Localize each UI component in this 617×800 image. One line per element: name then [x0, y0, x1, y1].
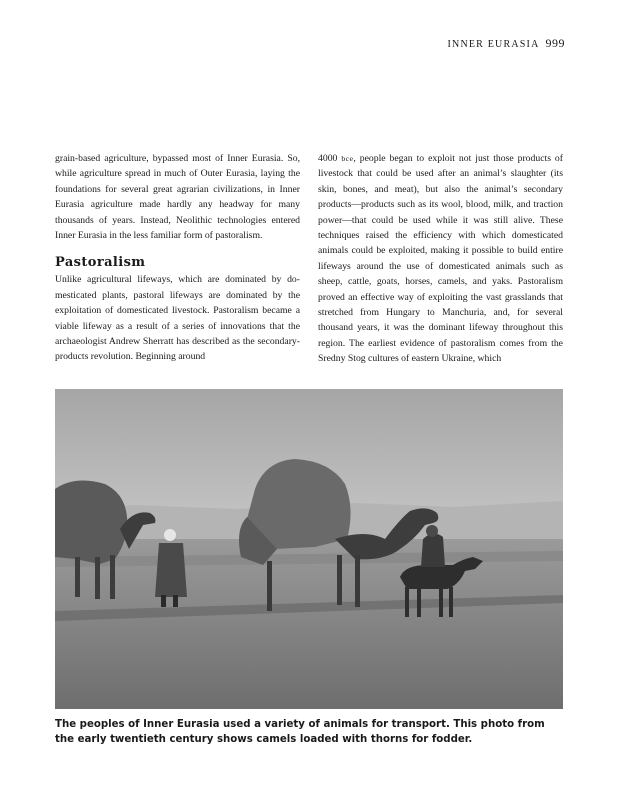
year-text: 4000 — [318, 153, 338, 164]
left-column — [55, 151, 300, 365]
paragraph-continued: grain-based agriculture, bypassed most of Inner Eurasia. So, while agriculture spread in much of Outer Eurasia, laying the foundations for several great agrarian civilizations, in Inner Eurasia agriculture made hardly any headway for many thousands of years. Instead, Neolithic technologies entered Inner Eurasia in the less familiar form of pastoralism. — [55, 153, 300, 242]
figure-caption: The peoples of Inner Eurasia used a variety of animals for transport. This photo from the early twentieth century shows camels loaded with thorns for fodder. — [55, 719, 545, 745]
right-column — [318, 151, 563, 367]
section-heading-pastoralism: Pastoralism — [55, 255, 146, 271]
paragraph-secondary-products — [318, 151, 563, 367]
paragraph-pastoralism-intro: Unlike agricultural lifeways, which are dominated by domesticated plants, pastoral lifeways are dominated by the exploitation of domesticated livestock. Pastoralism became a viable lifeway as a result of a series of innovations that the archaeologist Andrew Sherratt has described as the secondary-products revolution. Beginning around — [55, 274, 300, 363]
running-head-title: INNER EURASIA — [447, 39, 540, 50]
page-number: 999 — [545, 36, 565, 50]
era-label: bce — [341, 154, 354, 163]
paragraph-body: , people began to exploit not just those products of livestock that could be used after an animal’s slaughter (its skin, bones, and meat), but also the animal’s secondary products—products such as its wool, blood, milk, and traction power—that could be used while it was still alive. These techniques raised the efficiency with which domesticated animals could be exploited, making it possible to build entire lifeways around the use of domesticated animals such as sheep, cattle, goats, horses, camels, and yaks. Pastoralism proved an effective way of exploiting the vast grasslands that stretched from Hungary to Manchuria, and, for several thousand years, it was the dominant lifeway throughout this region. The earliest evidence of pastoralism comes from the Sredny Stog cultures of eastern Ukraine, which — [318, 153, 563, 365]
figure-photo — [55, 389, 563, 709]
running-head — [448, 36, 566, 51]
camel-caravan-photo — [55, 389, 563, 709]
